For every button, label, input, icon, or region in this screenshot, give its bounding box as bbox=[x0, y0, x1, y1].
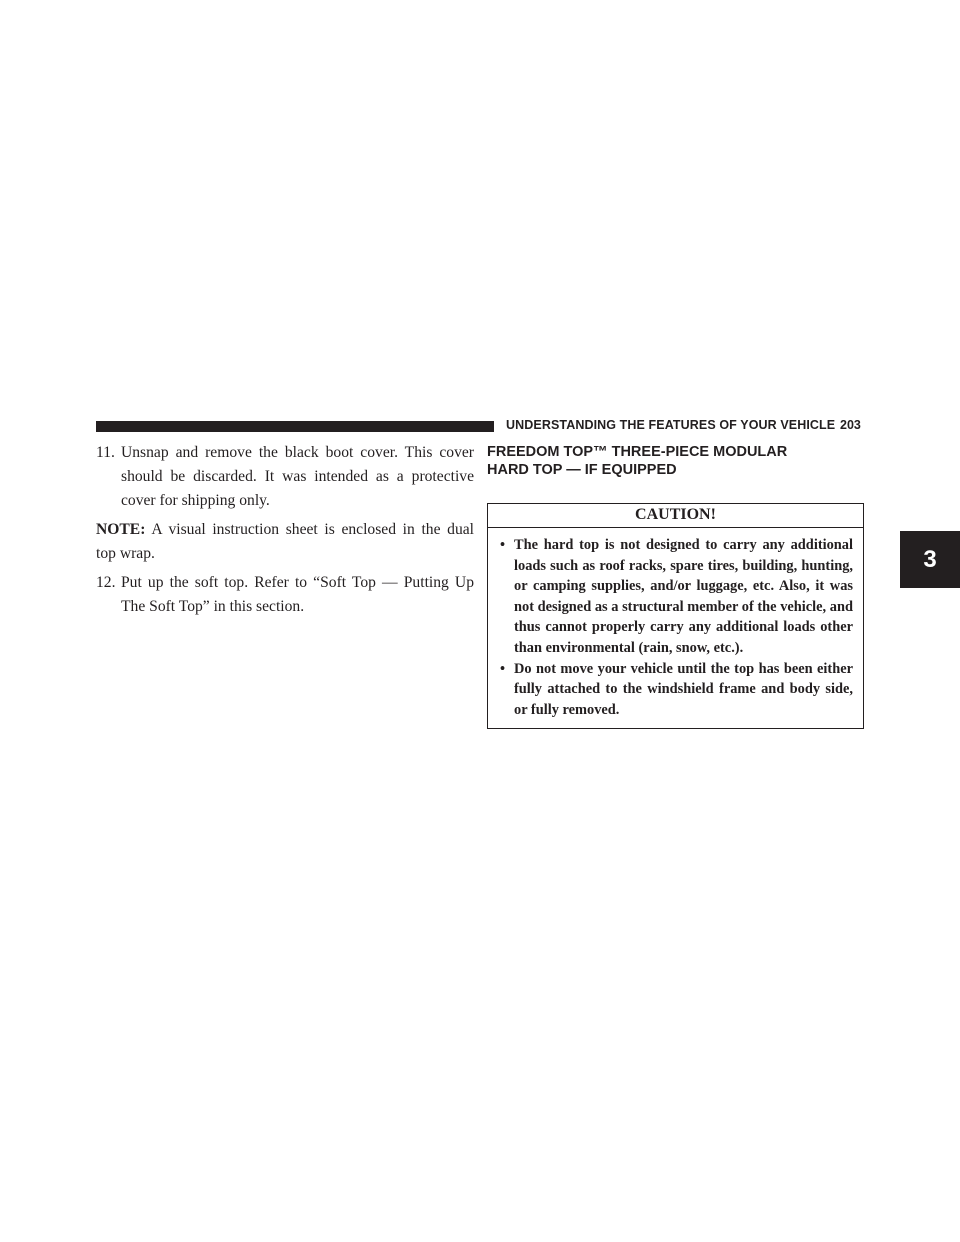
step-text: Unsnap and remove the black boot cover. This cover should be discarded. It was intended as a protective cover for shipping only. bbox=[121, 444, 474, 509]
caution-box bbox=[487, 503, 864, 729]
chapter-tab: 3 bbox=[900, 531, 960, 588]
caution-list bbox=[488, 528, 863, 728]
page-number: 203 bbox=[840, 418, 861, 432]
section-heading bbox=[487, 443, 864, 479]
step-12 bbox=[96, 571, 474, 619]
caution-item bbox=[498, 659, 853, 721]
step-text: Put up the soft top. Refer to “Soft Top — Putting Up The Soft Top” in this section. bbox=[121, 574, 474, 615]
caution-title: CAUTION! bbox=[488, 504, 863, 528]
running-header-title: UNDERSTANDING THE FEATURES OF YOUR VEHICLE bbox=[506, 418, 836, 432]
bullet-icon: • bbox=[500, 537, 506, 553]
step-number: 11. bbox=[96, 444, 115, 461]
note-label: NOTE: bbox=[96, 521, 146, 538]
header-rule bbox=[96, 421, 494, 432]
caution-item-text: The hard top is not designed to carry any additional loads such as roof racks, spare tires, building, hunting, or camping supplies, and/or luggage, etc. Also, it was not designed as a structural member of the vehicle, and thus cannot properly carry any additional loads other than environmental (rain, snow, etc.). bbox=[514, 537, 853, 656]
caution-item bbox=[498, 535, 853, 659]
step-number: 12. bbox=[96, 574, 116, 591]
bullet-icon: • bbox=[500, 660, 506, 677]
note-paragraph bbox=[96, 518, 474, 566]
section-heading-line-1: FREEDOM TOP™ THREE-PIECE MODULAR bbox=[487, 444, 788, 460]
note-text: A visual instruction sheet is enclosed in the dual top wrap. bbox=[96, 521, 474, 562]
caution-item-text: Do not move your vehicle until the top has been either fully attached to the windshield frame and body side, or fully removed. bbox=[514, 660, 853, 718]
right-column bbox=[487, 443, 864, 729]
step-11 bbox=[96, 441, 474, 513]
section-heading-line-2: HARD TOP — IF EQUIPPED bbox=[487, 462, 677, 478]
left-column bbox=[96, 441, 474, 619]
